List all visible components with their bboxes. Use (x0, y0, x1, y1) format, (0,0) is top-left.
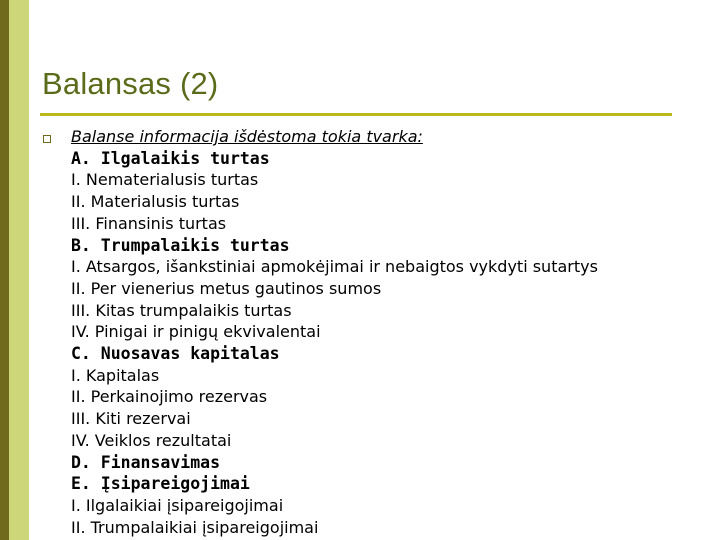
title-underline-rule (40, 113, 672, 116)
section-heading: D. Finansavimas (71, 452, 221, 472)
slide-title: Balansas (2) (42, 66, 219, 101)
left-light-accent-bar (9, 0, 29, 540)
section-heading: A. Ilgalaikis turtas (71, 148, 270, 168)
list-item: II. Perkainojimo rezervas (71, 387, 268, 407)
section-heading: B. Trumpalaikis turtas (71, 235, 290, 255)
list-item: III. Kiti rezervai (71, 409, 191, 429)
list-item: I. Kapitalas (71, 365, 160, 385)
list-item: III. Kitas trumpalaikis turtas (71, 300, 292, 320)
left-dark-accent-bar (0, 0, 9, 540)
hollow-square-bullet-icon (43, 135, 51, 143)
intro-heading: Balanse informacija išdėstoma tokia tvarka: (71, 127, 423, 146)
list-item: IV. Pinigai ir pinigų ekvivalentai (71, 322, 321, 342)
list-item: II. Per vienerius metus gautinos sumos (71, 278, 382, 298)
list-item: II. Materialusis turtas (71, 192, 240, 212)
slide-body (71, 126, 711, 538)
section-heading: E. Įsipareigojimai (71, 474, 250, 494)
section-heading: C. Nuosavas kapitalas (71, 344, 280, 364)
list-item: I. Nematerialusis turtas (71, 170, 259, 190)
list-item: I. Ilgalaikiai įsipareigojimai (71, 495, 284, 515)
list-item: I. Atsargos, išankstiniai apmokėjimai ir nebaigtos vykdyti sutartys (71, 257, 598, 277)
list-item: II. Trumpalaikiai įsipareigojimai (71, 517, 319, 537)
list-item: IV. Veiklos rezultatai (71, 430, 232, 450)
list-item: III. Finansinis turtas (71, 213, 227, 233)
